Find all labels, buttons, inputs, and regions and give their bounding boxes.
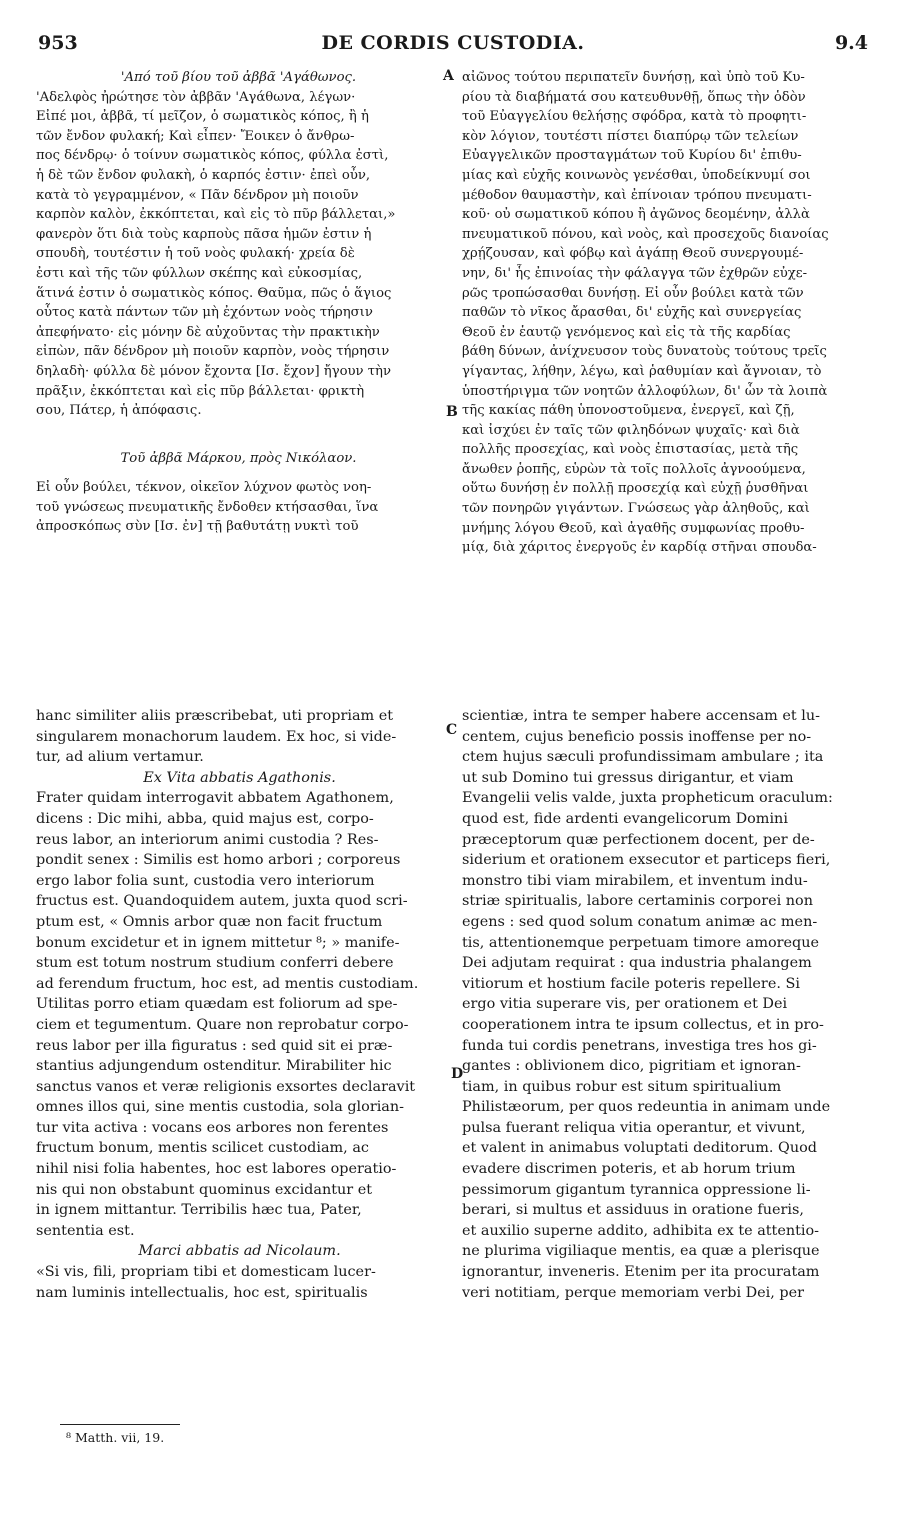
greek-right-column bbox=[462, 68, 872, 558]
text-line: τοῦ Εὐαγγελίου θελήσῃς σφόδρα, κατὰ τὸ προφητι- bbox=[462, 109, 807, 125]
text-line: nihil nisi folia habentes, hoc est labores operatio- bbox=[36, 1161, 397, 1178]
text-line: ergo labor folia sunt, custodia vero interiorum bbox=[36, 872, 375, 889]
text-line: bonum excidetur et in ignem mittetur ⁸; » manife- bbox=[36, 934, 400, 951]
greek-left-column bbox=[36, 68, 441, 537]
text-line: fructus est. Quandoquidem autem, juxta quod scri- bbox=[36, 893, 408, 910]
text-line: nam luminis intellectualis, hoc est, spiritualis bbox=[36, 1284, 368, 1301]
text-line: in ignem mittantur. Terribilis hæc tua, Pater, bbox=[36, 1202, 362, 1219]
text-line: Philistæorum, per quos redeuntia in animam unde bbox=[462, 1099, 831, 1116]
text-line: Εὐαγγελικῶν προσταγμάτων τοῦ Κυρίου δι' ἐπιθυ- bbox=[462, 148, 802, 164]
text-line: τῆς κακίας πάθη ὑπονοστοῦμενα, ἐνεργεῖ, καὶ ζῇ, bbox=[462, 403, 795, 419]
text-line: ignorantur, inveneris. Etenim per ita procuratam bbox=[462, 1264, 820, 1281]
text-line: ad ferendum fructum, hoc est, ad mentis custodiam. bbox=[36, 975, 419, 992]
margin-letter-d: D bbox=[451, 1066, 464, 1082]
text-line: ne plurima vigiliaque mentis, ea quæ a plerisque bbox=[462, 1243, 820, 1260]
latin-heading-agathon: Ex Vita abbatis Agathonis. bbox=[143, 769, 336, 786]
text-line: ρίου τὰ διαβήματά σου κατευθυνθῇ, ὅπως τὴν ὁδὸν bbox=[462, 89, 806, 105]
text-line: τῶν ἔνδον φυλακή; Καὶ εἶπεν· Ἔοικεν ὁ ἄνθρω- bbox=[36, 128, 355, 144]
text-line: sententia est. bbox=[36, 1222, 135, 1239]
latin-agathon-text bbox=[36, 788, 443, 1241]
latin-intro-text bbox=[36, 706, 443, 768]
text-line: ciem et tegumentum. Quare non reprobatur corpo- bbox=[36, 1016, 409, 1033]
text-line: singularem monachorum laudem. Ex hoc, si vide- bbox=[36, 728, 397, 745]
text-line: tiam, in quibus robur est situm spiritualium bbox=[462, 1078, 782, 1095]
text-line: centem, cujus beneficio possis inoffense per no- bbox=[462, 728, 812, 745]
text-line: reus labor per illa figuratus : sed quid sit ei præ- bbox=[36, 1037, 393, 1054]
text-line: Utilitas porro etiam quædam est foliorum ad spe- bbox=[36, 996, 398, 1013]
text-line: ἀπεφήνατο· εἰς μόνην δὲ αὐχοῦντας τὴν πρακτικὴν bbox=[36, 324, 380, 340]
text-line: sanctus vanos et veræ religionis exsortes declaravit bbox=[36, 1078, 416, 1095]
text-line: μνήμης λόγου Θεοῦ, καὶ ἀγαθῆς συμφωνίας προθυ- bbox=[462, 520, 805, 536]
text-line: reus labor, an interiorum animi custodia ? Res- bbox=[36, 831, 379, 848]
text-line: «Si vis, fili, propriam tibi et domesticam lucer- bbox=[36, 1264, 376, 1281]
text-line: tis, attentionemque perpetuam timore amoreque bbox=[462, 934, 820, 951]
text-line: ἡ δὲ τῶν ἔνδον φυλακὴ, ὁ καρπός ἐστιν· ἐπεὶ οὖν, bbox=[36, 167, 371, 183]
text-line: Dei adjutam requirat : qua industria phalangem bbox=[462, 955, 812, 972]
text-line: ἄνωθεν ῥοπῆς, εὑρὼν τὰ τοῖς πολλοῖς ἀγνοούμενα, bbox=[462, 461, 806, 477]
latin-right-text bbox=[462, 706, 874, 1303]
greek-agathon-text bbox=[36, 88, 441, 421]
text-line: et auxilio superne addito, adhibita ex te attentio- bbox=[462, 1222, 820, 1239]
text-line: 'Αδελφὸς ἠρώτησε τὸν ἀββᾶν 'Αγάθωνα, λέγων· bbox=[36, 89, 356, 105]
text-line: stum est totum nostrum studium conferri debere bbox=[36, 955, 394, 972]
text-line: μίᾳ, διὰ χάριτος ἐνεργοῦς ἐν καρδίᾳ στῆναι σπουδα- bbox=[462, 540, 817, 556]
text-line: οὗτος κατὰ πάντων τῶν μὴ ἐχόντων νοὸς τήρησιν bbox=[36, 305, 373, 321]
text-line: σπουδὴ, τουτέστιν ἡ τοῦ νοὸς φυλακή· χρεία δὲ bbox=[36, 246, 355, 262]
text-line: Εἰ οὖν βούλει, τέκνον, οἰκεῖον λύχνον φωτὸς νοη- bbox=[36, 480, 372, 496]
text-line: παθῶν τὸ νῖκος ἄρασθαι, δι' εὐχῆς καὶ συνεργείας bbox=[462, 305, 802, 321]
page-number-left: 953 bbox=[38, 32, 78, 54]
text-line: stantius adjungendum ostenditur. Mirabiliter hic bbox=[36, 1058, 392, 1075]
text-line: scientiæ, intra te semper habere accensam et lu- bbox=[462, 708, 821, 724]
greek-right-text bbox=[462, 68, 872, 558]
text-line: κοῦ· οὐ σωματικοῦ κόπου ἢ ἀγῶνος δεομένην, ἀλλὰ bbox=[462, 207, 810, 223]
text-line: pessimorum gigantum tyrannica oppressione li- bbox=[462, 1181, 811, 1198]
text-line: χρῄζουσαν, καὶ φόβῳ καὶ ἀγάπῃ Θεοῦ συνεργουμέ- bbox=[462, 246, 804, 262]
text-line: ut sub Domino tui gressus dirigantur, et viam bbox=[462, 769, 794, 786]
greek-marcus-text bbox=[36, 478, 441, 537]
page-number-right: 9.4 bbox=[834, 32, 868, 54]
text-line: μέθοδον θαυμαστὴν, καὶ ἐπίνοιαν τρόπου πνευματι- bbox=[462, 187, 812, 203]
margin-letter-c: C bbox=[446, 722, 458, 738]
text-line: Εἰπέ μοι, ἀββᾶ, τί μεῖζον, ὁ σωματικὸς κόπος, ἢ ἡ bbox=[36, 109, 369, 125]
text-line: Frater quidam interrogavit abbatem Agathonem, bbox=[36, 790, 394, 807]
text-line: pulsa fuerant reliqua vitia operantur, et vivunt, bbox=[462, 1119, 806, 1136]
text-line: dicens : Dic mihi, abba, quid majus est, corpo- bbox=[36, 810, 374, 827]
text-line: τῶν πονηρῶν γιγάντων. Γνώσεως γὰρ ἀληθοῦς, καὶ bbox=[462, 501, 810, 517]
footnote-rule bbox=[60, 1424, 180, 1425]
text-line: πος δένδρῳ· ὁ τοίνυν σωματικὸς κόπος, φύλλα ἐστὶ, bbox=[36, 148, 389, 164]
text-line: μίας καὶ εὐχῆς κοινωνὸς γενέσθαι, ὑποδείκνυμί σοι bbox=[462, 167, 811, 183]
text-line: vitiorum et hostium facile poteris repellere. Si bbox=[462, 975, 800, 992]
text-line: fructum bonum, mentis scilicet custodiam, ac bbox=[36, 1140, 369, 1157]
text-line: ρῶς τροπώσασθαι δυνήσῃ. Εἰ οὖν βούλει κατὰ τῶν bbox=[462, 285, 804, 301]
text-line: ergo vitia superare vis, per orationem et Dei bbox=[462, 996, 788, 1013]
text-line: σου, Πάτερ, ἡ ἀπόφασις. bbox=[36, 403, 202, 419]
text-line: ἅτινά ἐστιν ὁ σωματικὸς κόπος. Θαῦμα, πῶς ὁ ἅγιος bbox=[36, 285, 392, 301]
text-line: et valent in animabus voluptati deditorum. Quod bbox=[462, 1140, 817, 1157]
text-line: tur vita activa : vocans eos arbores non ferentes bbox=[36, 1119, 389, 1136]
text-line: αἰῶνος τούτου περιπατεῖν δυνήσῃ, καὶ ὑπὸ τοῦ Κυ- bbox=[462, 70, 805, 85]
text-line: monstro tibi viam mirabilem, et inventum indu- bbox=[462, 872, 808, 889]
text-line: Θεοῦ ἐν ἑαυτῷ γενόμενος καὶ εἰς τὰ τῆς καρδίας bbox=[462, 324, 791, 340]
text-line: hanc similiter aliis præscribebat, uti propriam et bbox=[36, 708, 394, 724]
latin-heading-marcus: Marci abbatis ad Nicolaum. bbox=[138, 1243, 341, 1260]
text-line: veri notitiam, perque memoriam verbi Dei, per bbox=[462, 1284, 805, 1301]
text-line: ptum est, « Omnis arbor quæ non facit fructum bbox=[36, 913, 383, 930]
text-line: tur, ad alium vertamur. bbox=[36, 749, 204, 766]
greek-heading-agathon: 'Από τοῦ βίου τοῦ ἀββᾶ 'Αγάθωνος. bbox=[120, 70, 357, 85]
text-line: ἐστι καὶ τῆς τῶν φύλλων σκέπης καὶ εὐκοσμίας, bbox=[36, 265, 363, 281]
text-line: evadere discrimen poteris, et ab horum trium bbox=[462, 1161, 796, 1178]
text-line: quod est, fide ardenti evangelicorum Domini bbox=[462, 810, 788, 827]
text-line: gantes : oblivionem dico, pigritiam et ignoran- bbox=[462, 1058, 801, 1075]
text-line: striæ spiritualis, labore certaminis corporei non bbox=[462, 893, 813, 910]
text-line: ὑποστήριγμα τῶν νοητῶν ἀλλοφύλων, δι' ὧν τὰ λοιπὰ bbox=[462, 383, 828, 399]
text-line: νην, δι' ἧς ἐπινοίας τὴν φάλαγγα τῶν ἐχθρῶν εὐχε- bbox=[462, 265, 808, 281]
text-line: pondit senex : Similis est homo arbori ; corporeus bbox=[36, 852, 401, 869]
greek-heading-marcus: Τοῦ ἀββᾶ Μάρκου, πρὸς Νικόλαον. bbox=[120, 450, 357, 466]
text-line: βάθη δύνων, ἀνίχνευσον τοὺς δυνατοὺς τούτους τρεῖς bbox=[462, 344, 827, 360]
text-line: κατὰ τὸ γεγραμμένον, « Πᾶν δένδρον μὴ ποιοῦν bbox=[36, 187, 359, 203]
text-line: κὸν λόγιον, τουτέστι πίστει διαπύρῳ τῶν τελείων bbox=[462, 128, 799, 144]
margin-letter-b: B bbox=[446, 404, 458, 420]
margin-letter-a: A bbox=[443, 68, 454, 84]
text-line: siderium et orationem exsecutor et particeps fieri, bbox=[462, 852, 831, 869]
text-line: γίγαντας, λήθην, λέγω, καὶ ῥαθυμίαν καὶ ἄγνοιαν, τὸ bbox=[462, 363, 822, 379]
text-line: καὶ ἰσχύει ἐν ταῖς τῶν φιληδόνων ψυχαῖς· καὶ διὰ bbox=[462, 422, 800, 438]
text-line: φανερὸν ὅτι διὰ τοὺς καρποὺς πᾶσα ἡμῶν ἐστιν ἡ bbox=[36, 226, 372, 242]
running-title: DE CORDIS CUSTODIA. bbox=[321, 32, 585, 54]
text-line: πρᾶξιν, ἐκκόπτεται καὶ εἰς πῦρ βάλλεται· φρικτὴ bbox=[36, 383, 365, 399]
text-line: ctem hujus sæculi profundissimam ambulare ; ita bbox=[462, 749, 824, 766]
text-line: præceptorum quæ perfectionem docent, per de- bbox=[462, 831, 815, 848]
text-line: τοῦ γνώσεως πνευματικῆς ἔνδοθεν κτήσασθαι, ἵνα bbox=[36, 499, 379, 515]
text-line: πολλῆς προσεχίας, καὶ νοὸς ἐπιστασίας, μετὰ τῆς bbox=[462, 442, 799, 458]
text-line: berari, si multus et assiduus in oratione fueris, bbox=[462, 1202, 804, 1219]
text-line: omnes illos qui, sine mentis custodia, sola glorian- bbox=[36, 1099, 405, 1116]
text-line: πνευματικοῦ πόνου, καὶ νοὸς, καὶ προσεχοῦς διανοίας bbox=[462, 226, 829, 242]
footnote: ⁸ Matth. vii, 19. bbox=[66, 1430, 165, 1445]
latin-left-column bbox=[36, 706, 443, 1303]
text-line: δηλαδὴ· φύλλα δὲ μόνον ἔχοντα [Ισ. ἔχον] ἤγουν τὴν bbox=[36, 363, 391, 379]
latin-marcus-text bbox=[36, 1262, 443, 1303]
text-line: εἰπὼν, πᾶν δένδρον μὴ ποιοῦν καρπὸν, νοὸς τήρησιν bbox=[36, 344, 390, 360]
text-line: Evangelii velis valde, juxta propheticum oraculum: bbox=[462, 790, 833, 807]
latin-right-column bbox=[462, 706, 874, 1303]
text-line: ἀπροσκόπως σὺν [Ισ. ἐν] τῇ βαθυτάτῃ νυκτὶ τοῦ bbox=[36, 519, 359, 535]
text-line: cooperationem intra te ipsum collectus, et in pro- bbox=[462, 1016, 824, 1033]
page-header bbox=[38, 32, 868, 62]
text-line: καρπὸν καλὸν, ἐκκόπτεται, καὶ εἰς τὸ πῦρ βάλλεται,» bbox=[36, 207, 396, 223]
text-line: funda tui cordis penetrans, investiga tres hos gi- bbox=[462, 1037, 817, 1054]
text-line: egens : sed quod solum conatum animæ ac men- bbox=[462, 913, 818, 930]
text-line: nis qui non obstabunt quominus excidantur et bbox=[36, 1181, 373, 1198]
text-line: οὕτω δυνήσῃ ἐν πολλῇ προσεχίᾳ καὶ εὐχῇ ῥυσθῆναι bbox=[462, 481, 809, 497]
